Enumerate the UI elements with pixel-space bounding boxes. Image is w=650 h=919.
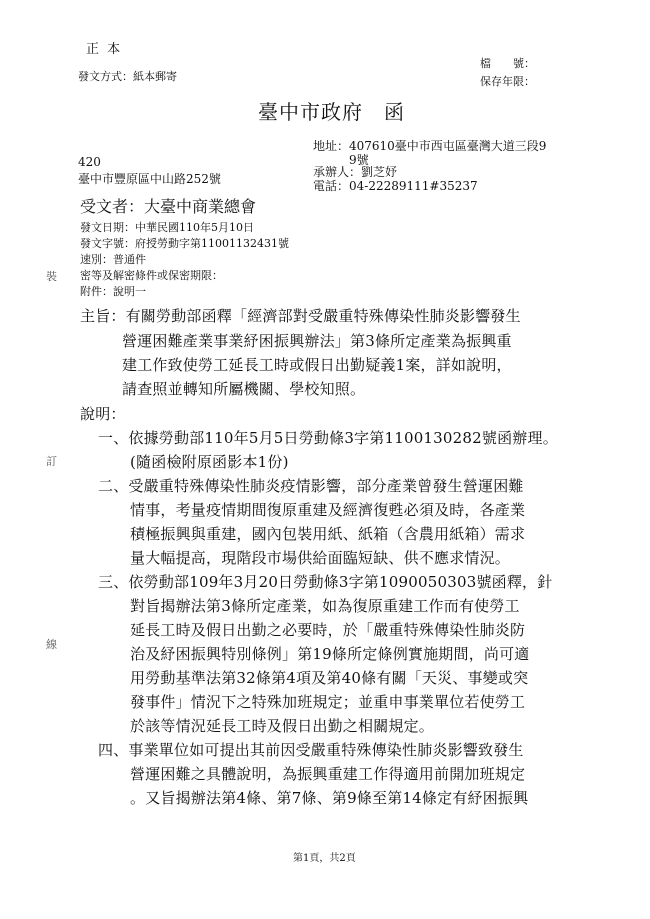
issue-date: 發文日期：中華民國110年5月10日 — [80, 221, 254, 234]
explanation-line: 三、依勞動部109年3月20日勞動條3字第1090050303號函釋，針 — [98, 573, 553, 591]
binding-mark-ding: 訂 — [46, 455, 57, 468]
file-number-label: 檔 號： — [480, 57, 535, 70]
explanation-line: 積極振興與重建，國內包裝用紙、紙箱（含農用紙箱）需求 — [130, 525, 526, 543]
explanation-line: 發事件」情況下之特殊加班規定；並重申事業單位若使勞工 — [130, 693, 526, 711]
binding-mark-xian: 線 — [46, 638, 57, 651]
explanation-line: 。又旨揭辦法第4條、第7條、第9條至第14條定有紓困振興 — [130, 789, 529, 807]
speed-class: 速別：普通件 — [80, 253, 146, 266]
explanation-label: 說明： — [80, 405, 126, 423]
subject-line: 請查照並轉知所屬機關、學校知照。 — [122, 380, 366, 398]
security-class: 密等及解密條件或保密期限： — [80, 269, 223, 282]
binding-mark-zhuang: 裝 — [46, 270, 57, 283]
attachment: 附件：說明一 — [80, 285, 146, 298]
explanation-line: 情事，考量疫情期間復原重建及經濟復甦必須及時，各產業 — [130, 501, 526, 519]
explanation-line: 二、受嚴重特殊傳染性肺炎疫情影響，部分產業曾發生營運困難 — [98, 477, 524, 495]
page-number: 第1頁，共2頁 — [293, 853, 356, 864]
explanation-line: 對旨揭辦法第3條所定產業，如為復原重建工作而有使勞工 — [130, 597, 520, 615]
recipient-address: 臺中市豐原區中山路252號 — [78, 172, 221, 186]
explanation-line: 延長工時及假日出勤之必要時，於「嚴重特殊傳染性肺炎防 — [130, 621, 526, 639]
explanation-line: (隨函檢附原函影本1份) — [130, 453, 289, 471]
explanation-line: 一、依據勞動部110年5月5日勞動條3字第1100130282號函辦理。 — [98, 429, 558, 447]
delivery-method: 發文方式：紙本郵寄 — [78, 70, 177, 83]
retention-label: 保存年限： — [480, 75, 535, 88]
explanation-line: 量大幅提高，現階段市場供給面臨短缺、供不應求情況。 — [130, 549, 511, 567]
explanation-line: 營運困難之具體說明，為振興重建工作得適用前開加班規定 — [130, 765, 526, 783]
document-number: 發文字號：府授勞動字第11001132431號 — [80, 237, 289, 250]
subject-line: 建工作致使勞工延長工時或假日出勤疑義1案，詳如說明， — [122, 356, 512, 374]
explanation-line: 治及紓困振興特別條例」第19條所定條例實施期間，尚可適 — [130, 645, 530, 663]
subject-line: 主旨：有關勞動部函釋「經濟部對受嚴重特殊傳染性肺炎影響發生 — [80, 307, 521, 325]
explanation-line: 四、事業單位如可提出其前因受嚴重特殊傳染性肺炎影響致發生 — [98, 741, 524, 759]
subject-line: 營運困難產業事業紓困振興辦法」第3條所定產業為振興重 — [122, 332, 512, 350]
recipient: 受文者：大臺中商業總會 — [80, 197, 257, 216]
recipient-postal-code: 420 — [78, 155, 101, 169]
sender-contact: 承辦人：劉芝妤 — [313, 165, 398, 179]
explanation-line: 用勞動基準法第32條第4項及第40條有關「天災、事變或突 — [130, 669, 529, 687]
sender-address-line2: 9號 — [349, 153, 369, 167]
document-title: 臺中市政府 函 — [258, 100, 405, 124]
sender-address-line1: 地址：407610臺中市西屯區臺灣大道三段9 — [313, 139, 547, 153]
sender-phone: 電話：04-22289111#35237 — [313, 179, 478, 193]
copy-mark: 正 本 — [86, 42, 123, 57]
explanation-line: 於該等情況延長工時及假日出勤之相關規定。 — [130, 717, 435, 735]
